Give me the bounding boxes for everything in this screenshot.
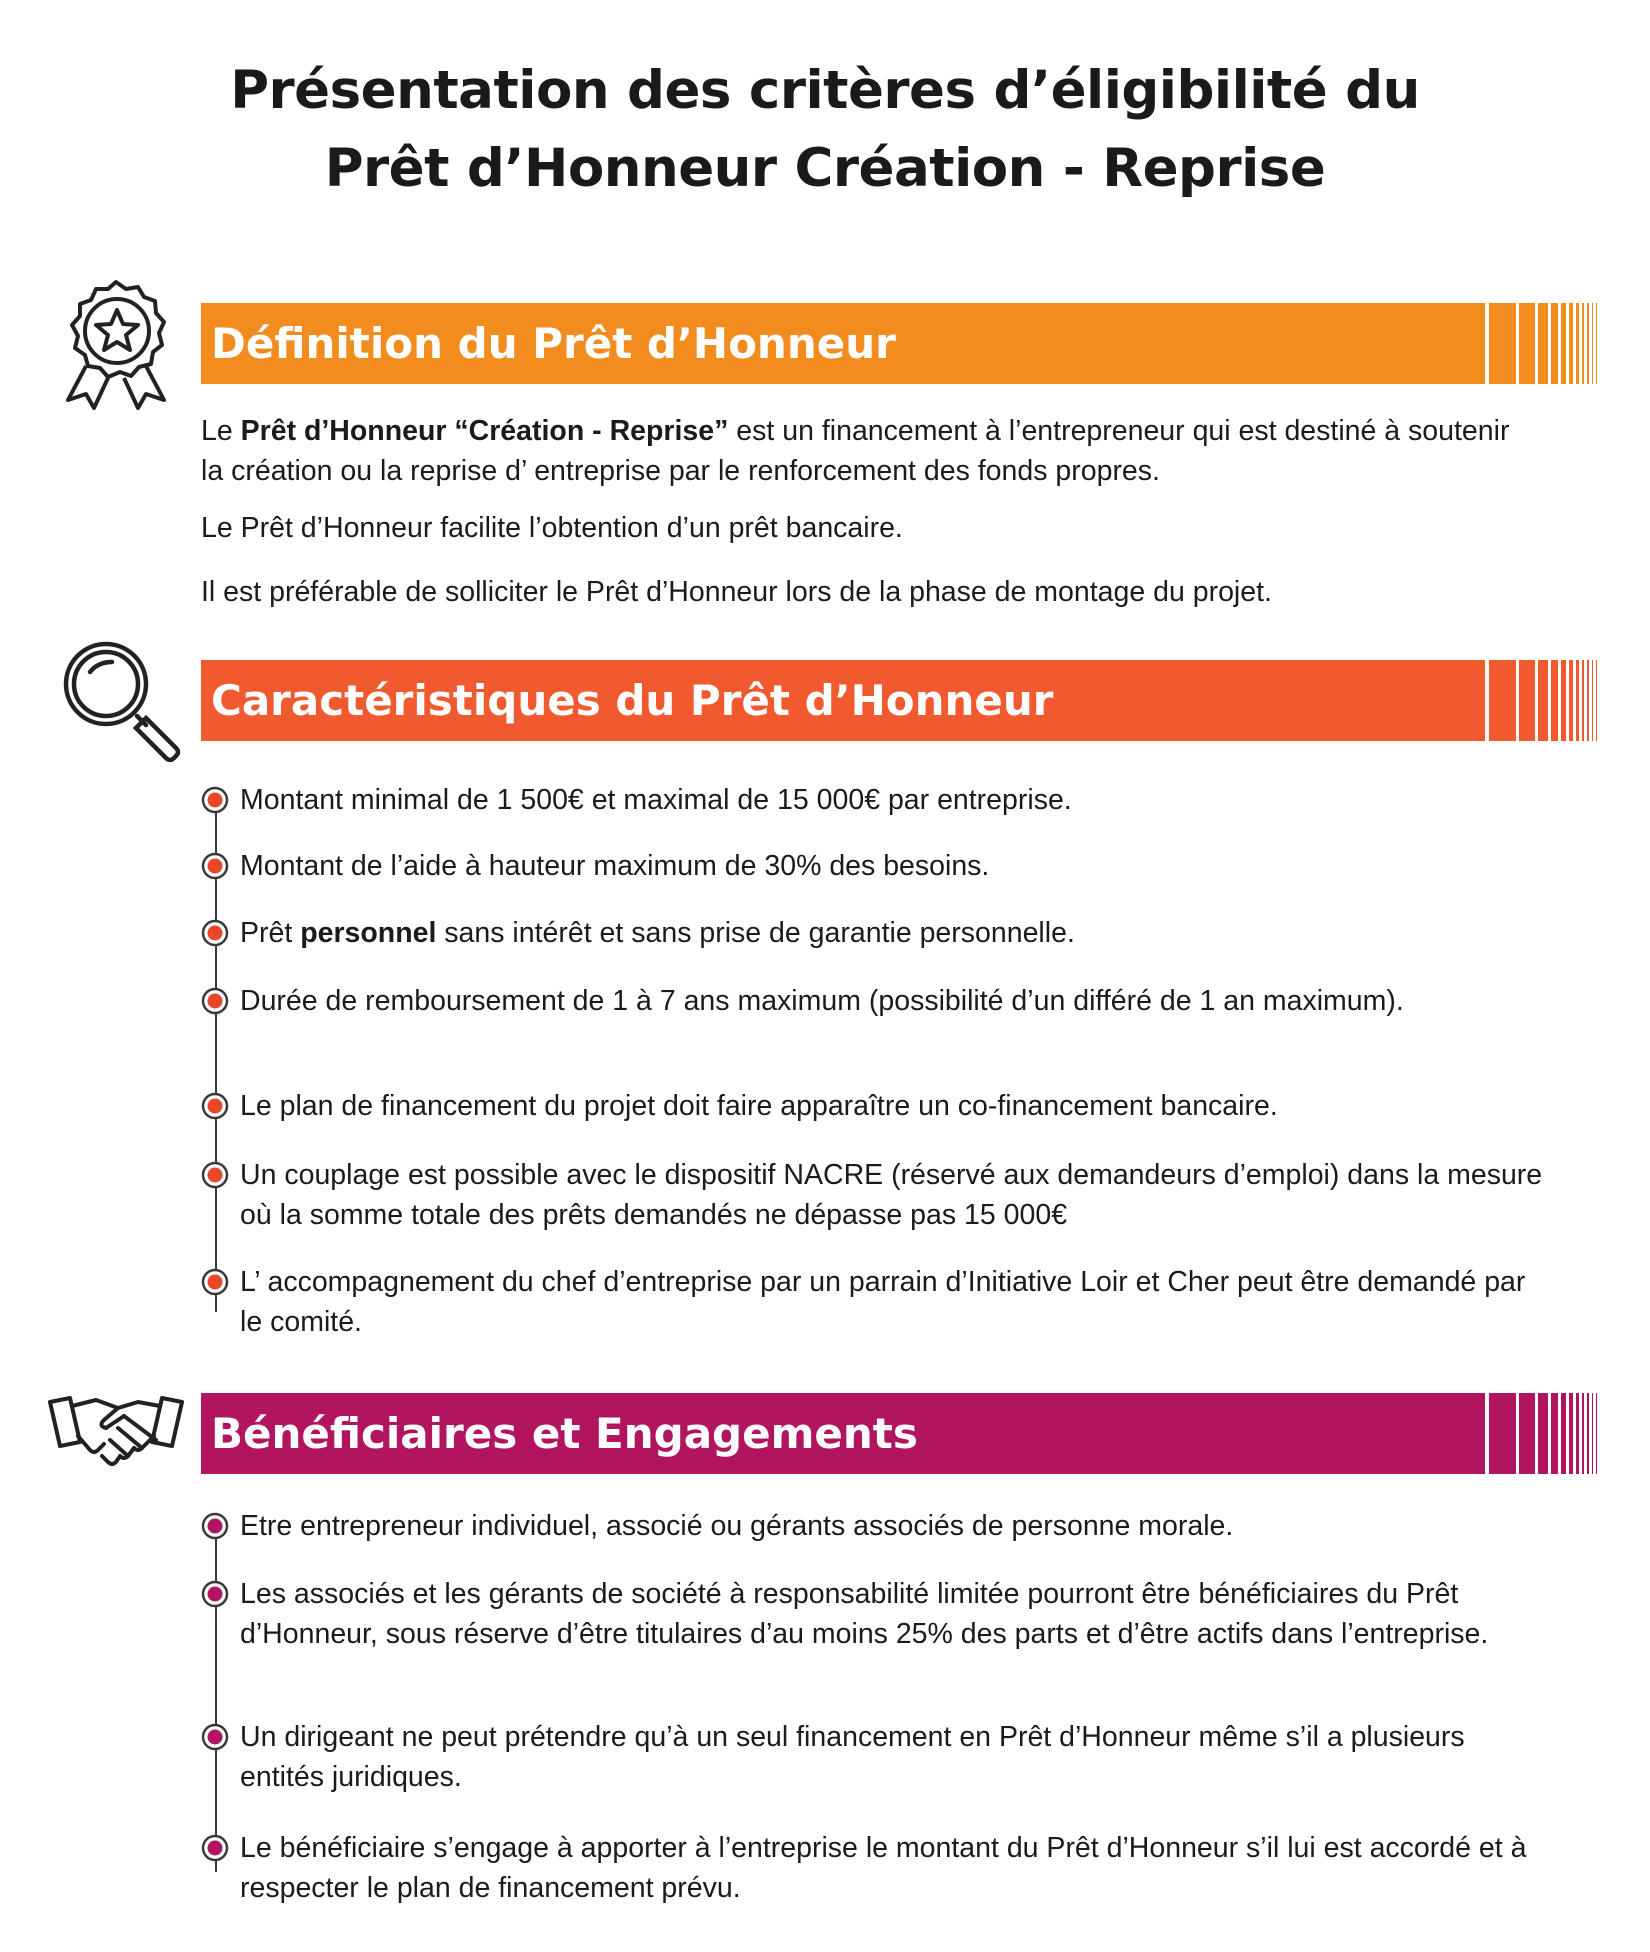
bullet-dot-icon: [200, 918, 230, 948]
list-item: [240, 913, 1550, 953]
banner-stripes: [1489, 303, 1601, 384]
magnifier-icon: [60, 638, 184, 762]
list-item: Montant minimal de 1 500€ et maximal de 15 000€ par entreprise.: [240, 784, 1072, 816]
list-item: Etre entrepreneur individuel, associé ou gérants associés de personne morale.: [240, 1510, 1234, 1542]
text-span: Le: [201, 415, 241, 447]
text-span: sans intérêt et sans prise de garantie personnelle.: [436, 917, 1075, 949]
list-item: Un dirigeant ne peut prétendre qu’à un seul financement en Prêt d’Honneur même s’il a plusieurs entités juridiques.: [240, 1721, 1465, 1793]
bullet-dot-icon: [200, 1091, 230, 1121]
bullet-dot-icon: [200, 1579, 230, 1609]
definition-paragraph-2: Le Prêt d’Honneur facilite l’obtention d’un prêt bancaire.: [201, 512, 903, 544]
definition-paragraph-3: Il est préférable de solliciter le Prêt d’Honneur lors de la phase de montage du projet.: [201, 576, 1272, 608]
section-banner-beneficiaires: [201, 1393, 1601, 1474]
bullet-dot-icon: [200, 1833, 230, 1863]
bullet-dot-icon: [200, 1267, 230, 1297]
definition-paragraph-1: [201, 411, 1531, 491]
banner-stripes: [1489, 660, 1601, 741]
handshake-icon: [46, 1390, 186, 1474]
text-span: Prêt: [240, 917, 301, 949]
section-title-definition: Définition du Prêt d’Honneur: [211, 319, 896, 368]
bold-text: personnel: [300, 917, 437, 949]
section-banner-definition: [201, 303, 1601, 384]
timeline-line: [215, 1526, 217, 1872]
section-title-caracteristiques: Caractéristiques du Prêt d’Honneur: [211, 676, 1054, 725]
bullet-dot-icon: [200, 851, 230, 881]
banner-stripes: [1489, 1393, 1601, 1474]
caracteristiques-list: [200, 780, 1543, 1340]
bullet-dot-icon: [200, 1160, 230, 1190]
beneficiaires-list: [200, 1506, 1540, 1926]
bullet-dot-icon: [200, 1722, 230, 1752]
award-badge-icon: [56, 278, 176, 410]
list-item: Montant de l’aide à hauteur maximum de 30% des besoins.: [240, 850, 990, 882]
page-title: [0, 52, 1650, 208]
section-banner-caracteristiques: [201, 660, 1601, 741]
list-item: Les associés et les gérants de société à responsabilité limitée pourront être bénéficiaires du Prêt d’Honneur, sous réserve d’être titulaires d’au moins 25% des parts et d’être actifs dans l’entreprise.: [240, 1578, 1489, 1650]
bullet-dot-icon: [200, 1511, 230, 1541]
bullet-dot-icon: [200, 785, 230, 815]
list-item: Durée de remboursement de 1 à 7 ans maximum (possibilité d’un différé de 1 an maximum).: [240, 985, 1404, 1017]
list-item: L’ accompagnement du chef d’entreprise par un parrain d’Initiative Loir et Cher peut être demandé par le comité.: [240, 1266, 1526, 1338]
page-title-line-1: Présentation des critères d’éligibilité du: [230, 60, 1420, 121]
bold-text: Prêt d’Honneur “Création - Reprise”: [240, 415, 729, 447]
list-item: Un couplage est possible avec le dispositif NACRE (réservé aux demandeurs d’emploi) dans la mesure où la somme totale des prêts demandés ne dépasse pas 15 000€: [240, 1159, 1543, 1231]
bullet-dot-icon: [200, 986, 230, 1016]
page-title-line-2: Prêt d’Honneur Création - Reprise: [324, 138, 1326, 199]
section-title-beneficiaires: Bénéficiaires et Engagements: [211, 1409, 918, 1458]
list-item: Le bénéficiaire s’engage à apporter à l’entreprise le montant du Prêt d’Honneur s’il lui est accordé et à respecter le plan de financement prévu.: [240, 1832, 1527, 1904]
list-item: Le plan de financement du projet doit faire apparaître un co-financement bancaire.: [240, 1090, 1278, 1122]
text-span: est un financement à l’entrepreneur qui est destiné à soutenir la création ou la reprise d’ entreprise par le renforcement des fonds propres.: [201, 415, 1510, 487]
